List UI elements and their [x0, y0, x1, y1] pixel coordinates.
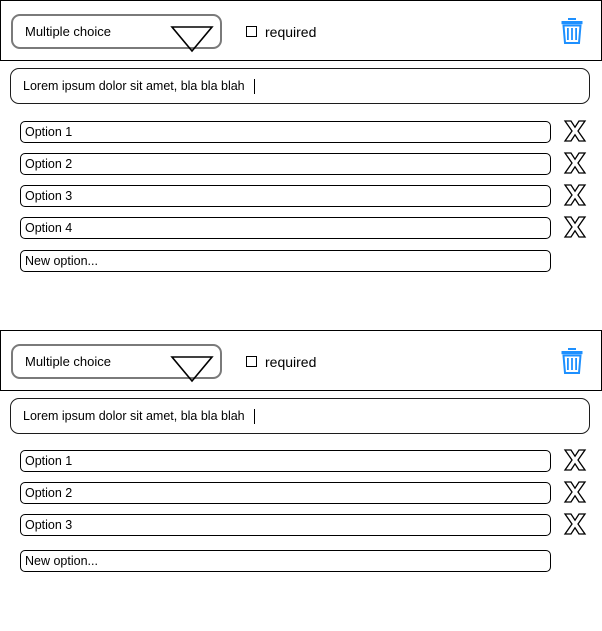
chevron-down-icon	[170, 22, 214, 54]
remove-option-button[interactable]	[562, 214, 588, 240]
question-header	[0, 0, 602, 61]
option-input[interactable]	[20, 185, 551, 207]
option-input[interactable]	[20, 217, 551, 239]
remove-option-button[interactable]	[562, 182, 588, 208]
question-text-input[interactable]	[10, 398, 590, 434]
question-text-input[interactable]	[10, 68, 590, 104]
remove-option-button[interactable]	[562, 150, 588, 176]
delete-question-button[interactable]	[559, 347, 585, 375]
required-toggle-group[interactable]	[246, 331, 316, 392]
required-checkbox[interactable]	[246, 26, 257, 37]
option-text: Option 4	[25, 220, 73, 235]
option-input[interactable]	[20, 514, 551, 536]
option-text: Option 3	[25, 188, 73, 203]
required-checkbox[interactable]	[246, 356, 257, 367]
new-option-placeholder: New option...	[25, 253, 98, 268]
option-text: Option 1	[25, 453, 73, 468]
question-type-select[interactable]	[11, 14, 222, 49]
close-x-icon	[562, 447, 588, 473]
option-text: Option 3	[25, 517, 73, 532]
option-row	[20, 514, 583, 536]
option-text: Option 1	[25, 124, 73, 139]
new-option-row	[20, 250, 583, 272]
new-option-input[interactable]	[20, 550, 551, 572]
text-caret	[254, 79, 255, 94]
text-caret	[254, 409, 255, 424]
close-x-icon	[562, 182, 588, 208]
option-input[interactable]	[20, 153, 551, 175]
question-type-value: Multiple choice	[25, 24, 111, 39]
question-text-value: Lorem ipsum dolor sit amet, bla bla blah	[23, 78, 245, 93]
trash-icon	[559, 17, 585, 45]
chevron-down-icon	[170, 352, 214, 384]
remove-option-button[interactable]	[562, 118, 588, 144]
option-row	[20, 450, 583, 472]
option-row	[20, 217, 583, 239]
question-type-value: Multiple choice	[25, 354, 111, 369]
question-type-select[interactable]	[11, 344, 222, 379]
remove-option-button[interactable]	[562, 511, 588, 537]
question-text-value: Lorem ipsum dolor sit amet, bla bla blah	[23, 408, 245, 423]
close-x-icon	[562, 479, 588, 505]
option-row	[20, 482, 583, 504]
required-label: required	[265, 353, 317, 370]
option-input[interactable]	[20, 121, 551, 143]
required-label: required	[265, 23, 317, 40]
option-text: Option 2	[25, 156, 73, 171]
option-row	[20, 153, 583, 175]
question-card	[0, 330, 602, 568]
option-input[interactable]	[20, 450, 551, 472]
new-option-row	[20, 550, 583, 572]
remove-option-button[interactable]	[562, 479, 588, 505]
delete-question-button[interactable]	[559, 17, 585, 45]
option-row	[20, 121, 583, 143]
new-option-placeholder: New option...	[25, 553, 98, 568]
new-option-input[interactable]	[20, 250, 551, 272]
close-x-icon	[562, 150, 588, 176]
remove-option-button[interactable]	[562, 447, 588, 473]
close-x-icon	[562, 118, 588, 144]
option-row	[20, 185, 583, 207]
trash-icon	[559, 347, 585, 375]
close-x-icon	[562, 511, 588, 537]
option-input[interactable]	[20, 482, 551, 504]
option-text: Option 2	[25, 485, 73, 500]
close-x-icon	[562, 214, 588, 240]
question-header	[0, 330, 602, 391]
required-toggle-group[interactable]	[246, 1, 316, 62]
question-card	[0, 0, 602, 268]
